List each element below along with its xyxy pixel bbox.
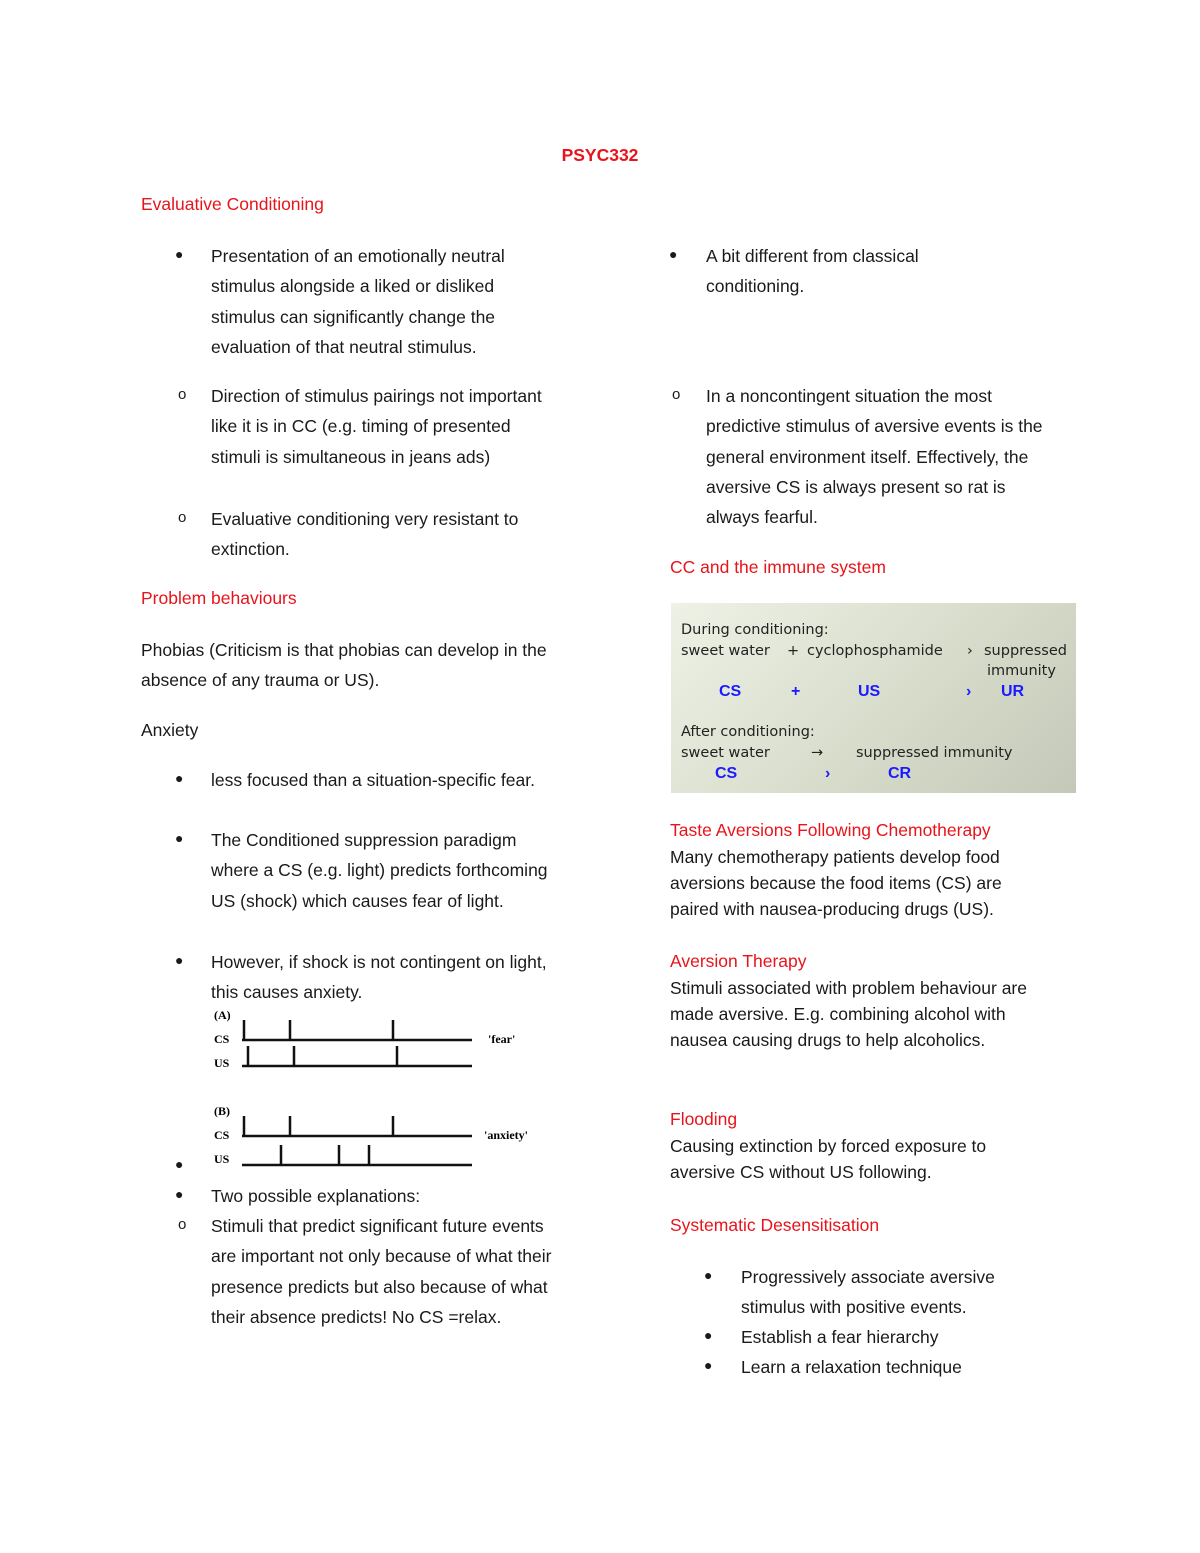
- arrow-blue: ›: [825, 765, 831, 782]
- us-label: US: [858, 683, 881, 700]
- cs-label: CS: [719, 683, 742, 700]
- sweet-water: sweet water: [681, 745, 770, 761]
- cyclophosphamide: cyclophosphamide: [807, 643, 943, 659]
- heading-taste-aversions: Taste Aversions Following Chemotherapy: [670, 820, 991, 840]
- fear-anxiety-diagram: [210, 1005, 555, 1170]
- bullet-icon: ●: [175, 1186, 184, 1202]
- plus: +: [787, 643, 800, 659]
- diagram-us-label: US: [214, 1152, 230, 1166]
- anxiety-bullet-2: The Conditioned suppression paradigm where a CS (e.g. light) predicts forthcoming US (shock) which causes fear of light.: [211, 830, 548, 911]
- diagram-cs-label: CS: [214, 1128, 230, 1142]
- heading-flooding: Flooding: [670, 1109, 738, 1129]
- sub-bullet-icon: o: [178, 509, 187, 526]
- bullet-icon: ●: [175, 952, 184, 968]
- diagram-fear-label: 'fear': [488, 1032, 516, 1046]
- explanation-sub: Stimuli that predict significant future events are important not only because of what their presence predicts but also because of what their absence predicts! No CS =relax.: [211, 1216, 552, 1327]
- eval-sub-2: Evaluative conditioning very resistant to extinction.: [211, 509, 519, 560]
- ur-label: UR: [1001, 683, 1025, 700]
- right-sub: In a noncontingent situation the most predictive stimulus of aversive events is the general environment itself. Effectively, the aversive CS is always present so rat is always fearful.: [706, 386, 1043, 528]
- diagram-label-a: (A): [214, 1008, 231, 1022]
- phobias-text: Phobias (Criticism is that phobias can develop in the absence of any trauma or US).: [141, 640, 547, 691]
- arrow: ›: [967, 643, 973, 659]
- heading-systematic-desensitisation: Systematic Desensitisation: [670, 1215, 880, 1235]
- heading-aversion-therapy: Aversion Therapy: [670, 951, 807, 971]
- heading-evaluative-conditioning: Evaluative Conditioning: [141, 194, 324, 214]
- diagram-anxiety-label: 'anxiety': [484, 1128, 528, 1142]
- immune-conditioning-figure: [671, 603, 1076, 793]
- diagram-us-label: US: [214, 1056, 230, 1070]
- heading-immune: CC and the immune system: [670, 557, 886, 577]
- arrow-blue: ›: [966, 683, 972, 700]
- taste-text: Many chemotherapy patients develop food aversions because the food items (CS) are paired with nausea-producing drugs (US).: [670, 847, 1002, 919]
- during-label: During conditioning:: [681, 622, 829, 638]
- diagram-label-b: (B): [214, 1104, 230, 1118]
- cr-label: CR: [888, 765, 912, 782]
- bullet-icon: ●: [704, 1357, 713, 1373]
- two-explanations: Two possible explanations:: [211, 1186, 421, 1206]
- bullet-icon: ●: [704, 1267, 713, 1283]
- sub-bullet-icon: o: [672, 386, 681, 403]
- diagram-cs-label: CS: [214, 1032, 230, 1046]
- bullet-icon: ●: [175, 1156, 184, 1172]
- eval-sub-1: Direction of stimulus pairings not important like it is in CC (e.g. timing of presented stimuli is simultaneous in jeans ads): [211, 386, 542, 467]
- bullet-icon: ●: [175, 246, 184, 262]
- bullet-icon: ●: [704, 1327, 713, 1343]
- after-label: After conditioning:: [681, 724, 815, 740]
- aversion-text: Stimuli associated with problem behaviour are made aversive. E.g. combining alcohol with nausea causing drugs to help alcoholics.: [670, 978, 1027, 1050]
- sd-bullet-3: Learn a relaxation technique: [741, 1357, 962, 1377]
- sub-bullet-icon: o: [178, 386, 187, 403]
- right-bullet: A bit different from classical conditioning.: [706, 246, 919, 297]
- plus-blue: +: [791, 683, 801, 700]
- arrow-right: →: [811, 745, 824, 761]
- anxiety-label: Anxiety: [141, 720, 199, 740]
- anxiety-bullet-1: less focused than a situation-specific fear.: [211, 770, 535, 790]
- suppressed: suppressed: [984, 643, 1067, 659]
- immunity: immunity: [987, 663, 1056, 679]
- bullet-icon: ●: [175, 830, 184, 846]
- anxiety-bullet-3: However, if shock is not contingent on light, this causes anxiety.: [211, 952, 547, 1003]
- page-title: PSYC332: [561, 145, 639, 165]
- eval-bullet: Presentation of an emotionally neutral stimulus alongside a liked or disliked stimulus can significantly change the evaluation of that neutral stimulus.: [211, 246, 505, 357]
- diagram-b-lines: [242, 1116, 472, 1165]
- bullet-icon: ●: [175, 770, 184, 786]
- diagram-a-lines: [242, 1020, 472, 1066]
- cs-label: CS: [715, 765, 738, 782]
- sd-bullet-1: Progressively associate aversive stimulus with positive events.: [741, 1267, 995, 1318]
- sub-bullet-icon: o: [178, 1216, 187, 1233]
- sweet-water: sweet water: [681, 643, 770, 659]
- sd-bullet-2: Establish a fear hierarchy: [741, 1327, 939, 1347]
- suppressed-immunity: suppressed immunity: [856, 745, 1013, 761]
- bullet-icon: ●: [669, 246, 678, 262]
- heading-problem-behaviours: Problem behaviours: [141, 588, 297, 608]
- flooding-text: Causing extinction by forced exposure to aversive CS without US following.: [670, 1136, 987, 1182]
